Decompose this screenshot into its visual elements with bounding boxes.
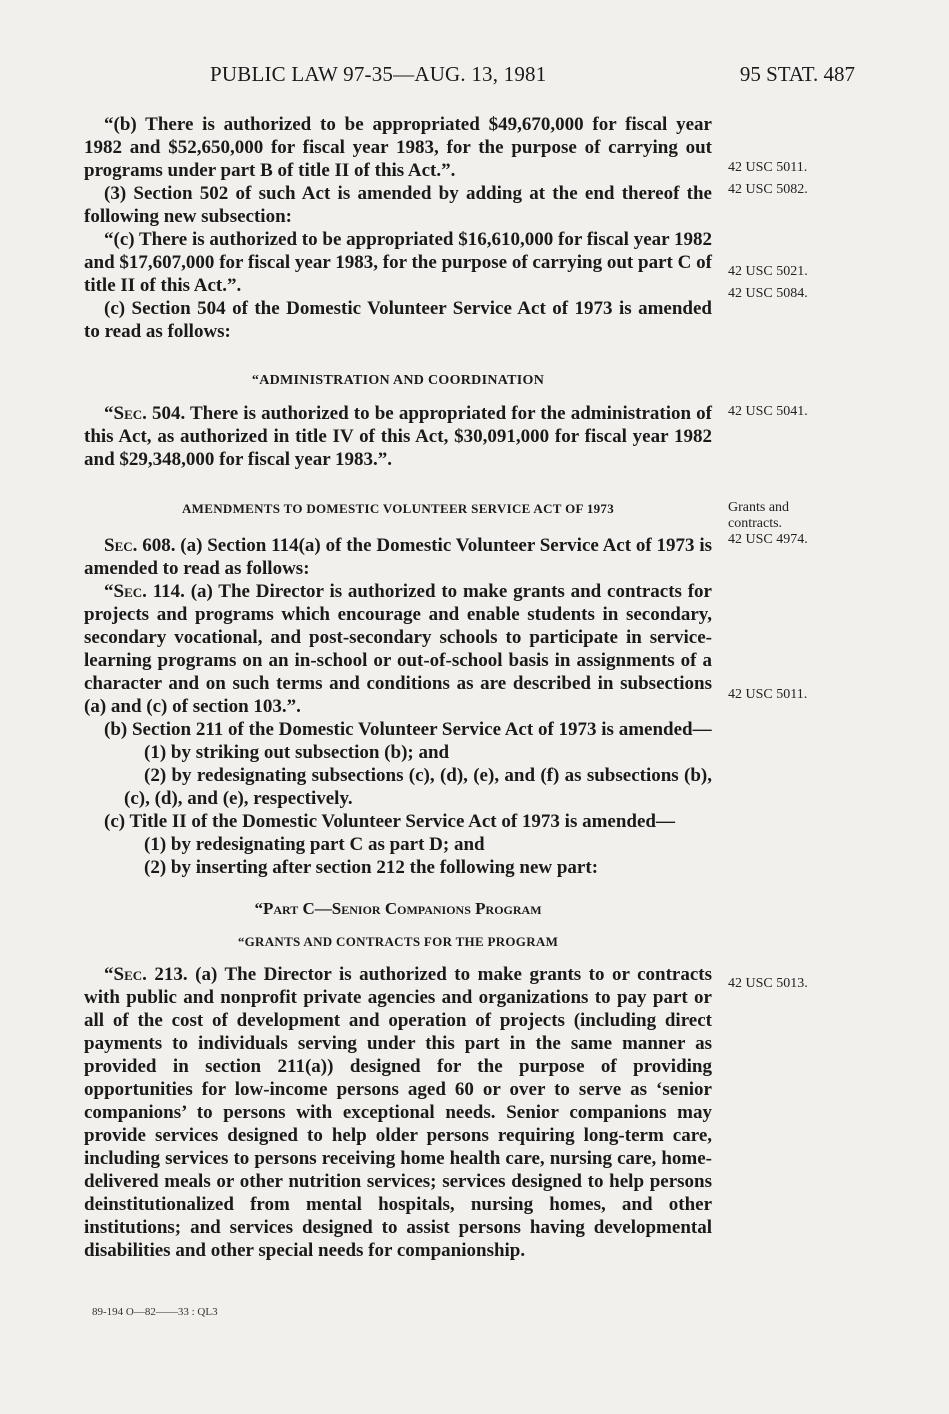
running-head-title: PUBLIC LAW 97-35—AUG. 13, 1981 (210, 62, 547, 86)
sec-504-text: 504. There is authorized to be appropriated for the administration of this Act, as authorized in title IV of this Act, $30,091,000 for fiscal year 1982 and $29,348,000 for fiscal year 1983.”. (84, 403, 712, 470)
paragraph-sec-504 (84, 402, 712, 471)
margin-note: 42 USC 5041. (728, 404, 808, 419)
print-code-footer: 89-194 O—82——33 : QL3 (92, 1306, 218, 1318)
heading-administration: “ADMINISTRATION AND COORDINATION (251, 373, 545, 388)
sec-label: “Sec. (104, 581, 147, 602)
paragraph-authorization-c: “(c) There is authorized to be appropriated $16,610,000 for fiscal year 1982 and $17,607,000 for fiscal year 1983, for the purpose of carrying out part C of title II of this Act.”. (84, 229, 712, 296)
margin-note: contracts. (728, 516, 783, 531)
margin-note: 42 USC 5082. (728, 182, 808, 197)
margin-note: 42 USC 5011. (728, 687, 808, 702)
margin-note: 42 USC 5021. (728, 264, 808, 279)
clause-part-c: (1) by redesignating part C as part D; and (144, 834, 485, 855)
paragraph-section-211: (b) Section 211 of the Domestic Volunteer Service Act of 1973 is amended— (104, 719, 712, 740)
body-text (84, 113, 712, 1262)
sec-label: Sec. (104, 535, 138, 556)
sec-608-text: 608. (a) Section 114(a) of the Domestic Volunteer Service Act of 1973 is amended to read as follows: (84, 535, 712, 579)
paragraph-sec-114 (84, 580, 712, 718)
paragraph-sec-608 (84, 534, 712, 580)
margin-note: 42 USC 5013. (728, 976, 808, 991)
clause-insert: (2) by inserting after section 212 the following new part: (144, 857, 599, 878)
paragraph-section-504: (c) Section 504 of the Domestic Volunteer Service Act of 1973 is amended to read as follows: (84, 298, 712, 342)
statute-page-number: 95 STAT. 487 (739, 62, 855, 86)
margin-note: Grants and (728, 500, 790, 515)
sec-213-text: 213. (a) The Director is authorized to make grants to or contracts with public and nonprofit private agencies and organizations to pay part or all of the cost of development and operation of projects (including direct payments to individuals serving under this part in the same manner as provided in section 211(a)) designed for the purpose of providing opportunities for low-income persons aged 60 or over to serve as ‘senior companions’ to persons with exceptional needs. Senior companions may provide services designed to help older persons requiring long-term care, including services to persons receiving home health care, nursing care, home-delivered meals or other nutrition services; services designed to help persons deinstitutionalized from mental hospitals, nursing homes, and other institutions; and services designed to assist persons having developmental disabilities and other special needs for companionship. (84, 964, 712, 1261)
heading-grants: “GRANTS AND CONTRACTS FOR THE PROGRAM (237, 934, 559, 949)
paragraph-authorization-b: “(b) There is authorized to be appropriated $49,670,000 for fiscal year 1982 and $52,650,000 for fiscal year 1983, for the purpose of carrying out programs under part B of title II of this Act.”. (84, 114, 712, 181)
margin-note: 42 USC 5011. (728, 160, 808, 175)
margin-note: 42 USC 5084. (728, 286, 808, 301)
heading-part-c: “Part C—Senior Companions Program (254, 899, 542, 918)
sec-label: “Sec. (104, 403, 147, 424)
running-head (210, 62, 855, 92)
margin-note: 42 USC 4974. (728, 532, 808, 547)
paragraph-title-ii: (c) Title II of the Domestic Volunteer Service Act of 1973 is amended— (104, 811, 675, 832)
clause-redesignate: (2) by redesignating subsections (c), (d), (e), and (f) as subsections (b), (c), (d), and (e), respectively. (124, 765, 712, 809)
sec-label: “Sec. (104, 964, 147, 985)
heading-amendments: AMENDMENTS TO DOMESTIC VOLUNTEER SERVICE ACT OF 1973 (181, 501, 615, 516)
clause-strike-b: (1) by striking out subsection (b); and (144, 742, 450, 763)
sec-114-text: 114. (a) The Director is authorized to make grants and contracts for projects and programs which encourage and enable students in secondary, secondary vocational, and post-secondary schools to participate in service-learning programs on an in-school or out-of-school basis in assignments of a character and on such terms and conditions as are described in subsections (a) and (c) of section 103.”. (84, 581, 712, 717)
paragraph-section-502: (3) Section 502 of such Act is amended by adding at the end thereof the following new subsection: (84, 183, 712, 227)
paragraph-sec-213 (84, 963, 712, 1262)
